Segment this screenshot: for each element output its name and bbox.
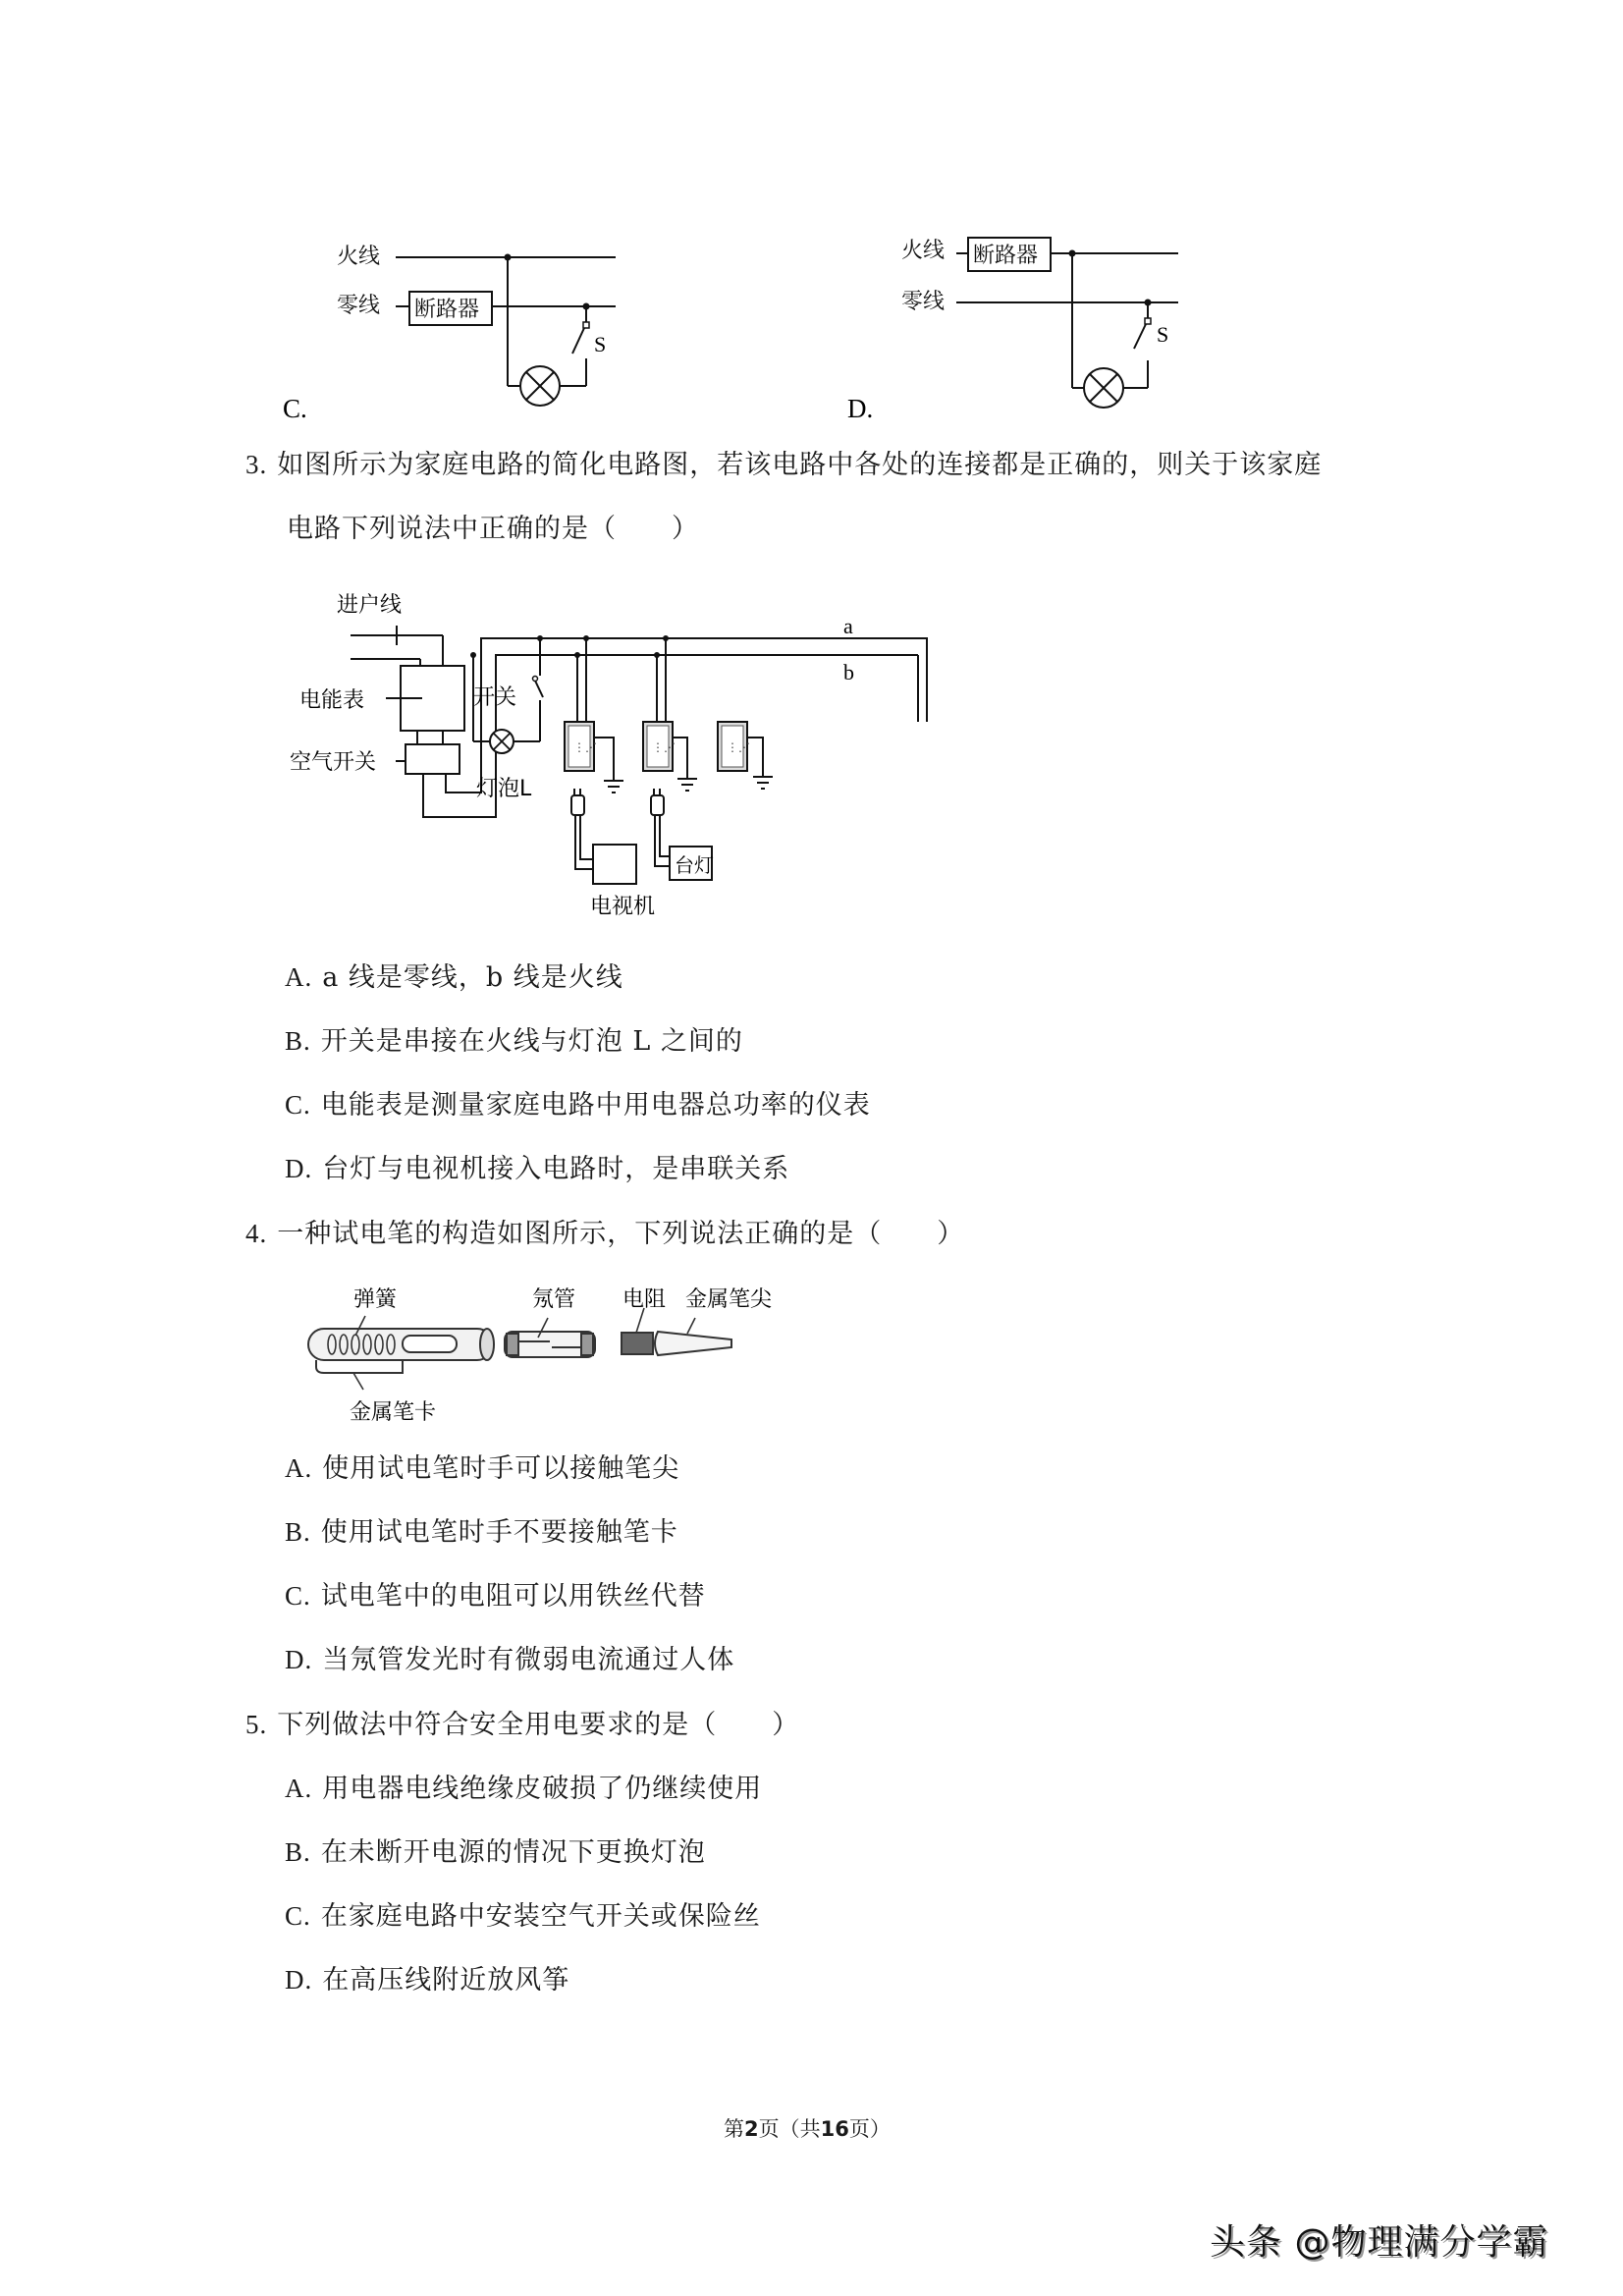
q5-option-a[interactable]: A. 用电器电线绝缘皮破损了仍继续使用 (285, 1774, 763, 1804)
tv-label: 电视机 (590, 895, 656, 919)
option-d-label: D. (847, 394, 874, 423)
switch-icon (533, 677, 538, 682)
q4-number: 4. (245, 1219, 268, 1248)
switch-label: S (1157, 322, 1169, 347)
socket-icon (643, 722, 676, 771)
q3-option-d[interactable]: D. 台灯与电视机接入电路时，是串联关系 (285, 1154, 790, 1184)
svg-text:⋮⋰: ⋮⋰ (727, 740, 750, 754)
wire-b-label: b (843, 660, 854, 684)
neutral-wire-label: 零线 (337, 294, 381, 318)
q3-option-c[interactable]: C. 电能表是测量家庭电路中用电器总功率的仪表 (285, 1090, 871, 1121)
socket-icon (565, 722, 597, 771)
current-page: 2 (744, 2117, 759, 2141)
q5-option-d[interactable]: D. 在高压线附近放风筝 (285, 1965, 570, 1995)
metal-tip-label: 金属笔尖 (685, 1287, 773, 1312)
q4-option-c[interactable]: C. 试电笔中的电阻可以用铁丝代替 (285, 1581, 706, 1612)
q3-stem-line2: 电路下列说法中正确的是（ ） (287, 514, 699, 544)
q2-option-c-diagram (280, 221, 673, 427)
q4-test-pen-diagram (295, 1277, 844, 1444)
q5-stem: 5. 下列做法中符合安全用电要求的是（ ） (245, 1710, 800, 1740)
q5-number: 5. (245, 1710, 268, 1739)
q4-stem: 4. 一种试电笔的构造如图所示，下列说法正确的是（ ） (245, 1219, 965, 1249)
metal-clip-label: 金属笔卡 (350, 1400, 437, 1425)
svg-text:⋮⋰: ⋮⋰ (573, 740, 597, 754)
air-switch-label: 空气开关 (290, 750, 377, 775)
switch-s-icon (572, 328, 584, 354)
neutral-wire-label: 零线 (901, 290, 946, 314)
q4-option-b[interactable]: B. 使用试电笔时手不要接触笔卡 (285, 1517, 678, 1548)
bulb-label: 灯泡L (476, 777, 532, 801)
switch-s-icon (1134, 324, 1146, 349)
q5-option-b[interactable]: B. 在未断开电源的情况下更换灯泡 (285, 1837, 706, 1868)
switch-label: 开关 (473, 685, 517, 710)
resistor-label: 电阻 (622, 1287, 667, 1312)
option-c-label: C. (283, 394, 307, 423)
wire-a-label: a (843, 614, 853, 638)
q5-options (285, 1771, 762, 2026)
breaker-label: 断路器 (973, 244, 1039, 268)
q3-number: 3. (245, 450, 268, 479)
svg-text:⋮⋰: ⋮⋰ (652, 740, 676, 754)
q3-option-b[interactable]: B. 开关是串接在火线与灯泡 L 之间的 (285, 1026, 743, 1057)
breaker-label: 断路器 (414, 298, 480, 322)
q2-option-d-diagram (844, 221, 1237, 427)
neon-tube-label: 氖管 (532, 1287, 576, 1312)
live-wire-label: 火线 (337, 245, 381, 269)
incoming-line-label: 进户线 (337, 593, 403, 618)
q4-options (285, 1450, 734, 1706)
switch-label: S (594, 332, 607, 356)
live-wire-label: 火线 (901, 239, 946, 263)
q4-option-d[interactable]: D. 当氖管发光时有微弱电流通过人体 (285, 1645, 735, 1675)
q3-options (285, 959, 871, 1215)
q5-option-c[interactable]: C. 在家庭电路中安装空气开关或保险丝 (285, 1901, 761, 1932)
total-pages: 16 (820, 2117, 849, 2141)
q4-option-a[interactable]: A. 使用试电笔时手可以接触笔尖 (285, 1453, 680, 1484)
spring-label: 弹簧 (353, 1287, 398, 1312)
watermark: 头条 @物理满分学霸 (1210, 2222, 1549, 2263)
lamp-label: 台灯 (675, 853, 714, 877)
q3-option-a[interactable]: A. a 线是零线，b 线是火线 (285, 962, 623, 993)
q3-circuit-diagram (280, 574, 987, 938)
meter-label: 电能表 (299, 688, 365, 713)
page-number-footer: 第2页（共16页） (724, 2117, 891, 2141)
q3-stem-line1: 3. 如图所示为家庭电路的简化电路图，若该电路中各处的连接都是正确的，则关于该家庭 (245, 450, 1323, 480)
socket-icon (718, 722, 750, 771)
